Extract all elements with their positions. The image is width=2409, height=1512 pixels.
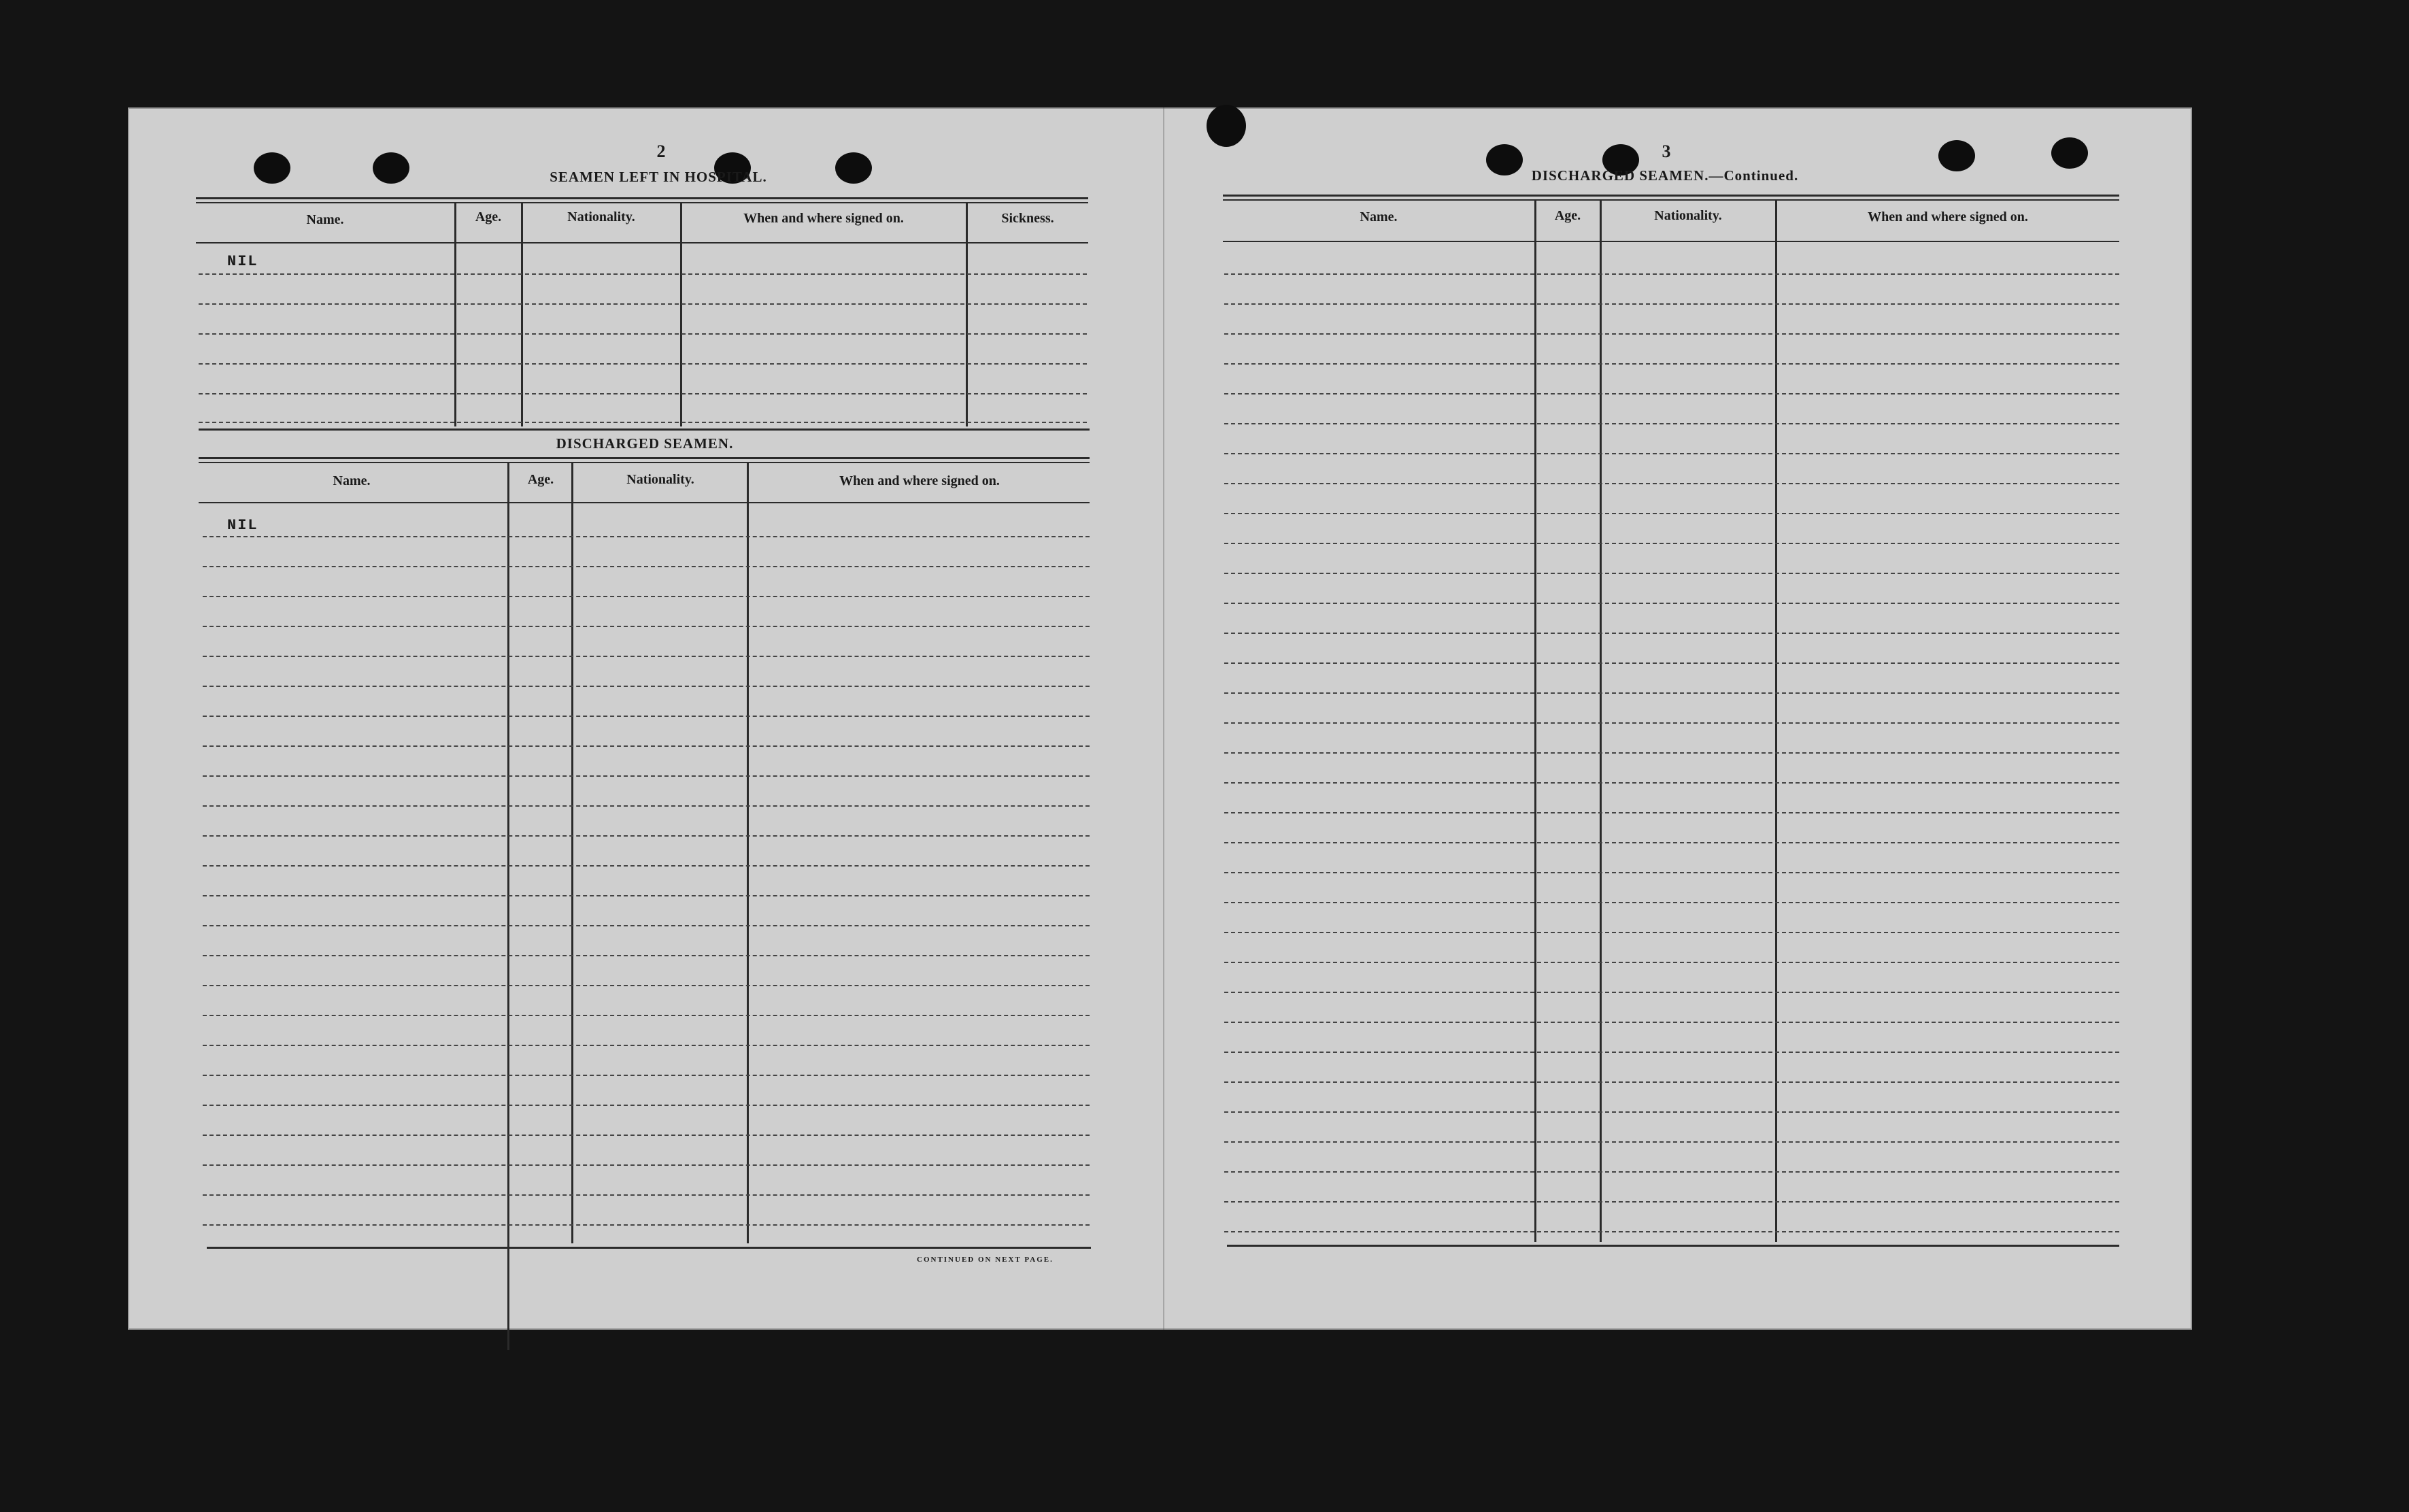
right-col-divider [1600, 200, 1602, 1242]
punch-hole [835, 152, 872, 184]
discharged-row-line [203, 536, 1090, 537]
right-col-signed-on: When and where signed on. [1868, 209, 2028, 224]
right-col-age: Age. [1554, 208, 1581, 223]
right-row-line [1224, 662, 2119, 664]
right-row-line [1224, 393, 2119, 394]
discharged-col-divider [571, 463, 573, 1243]
discharged-row-line [203, 1045, 1090, 1046]
right-row-line [1224, 303, 2119, 305]
right-section-title: DISCHARGED SEAMEN.—Continued. [1531, 167, 1799, 184]
discharged-row-line [203, 596, 1090, 597]
discharged-row-line [203, 1224, 1090, 1226]
right-row-line [1224, 1022, 2119, 1023]
right-row-line [1224, 423, 2119, 424]
hospital-top-rule-2 [196, 202, 1088, 203]
discharged-header-top-rule-2 [199, 462, 1090, 463]
right-row-line [1224, 812, 2119, 813]
discharged-row-line [203, 1105, 1090, 1106]
right-row-line [1224, 1171, 2119, 1173]
hospital-row-line [199, 303, 1087, 305]
hospital-col-sickness: Sickness. [1001, 211, 1054, 226]
hospital-col-signed-on: When and where signed on. [743, 211, 904, 226]
hospital-row-line [199, 393, 1087, 394]
continued-footer: CONTINUED ON NEXT PAGE. [917, 1256, 1054, 1264]
right-row-line [1224, 962, 2119, 963]
hospital-row-line [199, 363, 1087, 365]
right-row-line [1224, 513, 2119, 514]
hospital-col-age: Age. [475, 209, 502, 224]
ledger-sheet [128, 107, 2192, 1330]
discharged-header-top-rule [199, 457, 1090, 459]
right-row-line [1224, 453, 2119, 454]
punch-hole [2051, 137, 2088, 169]
right-row-line [1224, 543, 2119, 544]
hospital-row-line [199, 273, 1087, 275]
hospital-header-rule [196, 242, 1088, 243]
hospital-row-line [199, 422, 1087, 423]
hospital-col-name: Name. [306, 212, 344, 227]
discharged-row-line [203, 955, 1090, 956]
right-row-line [1224, 1052, 2119, 1053]
discharged-row-line [203, 805, 1090, 807]
right-row-line [1224, 752, 2119, 754]
right-row-line [1224, 842, 2119, 843]
discharged-row-line [203, 1075, 1090, 1076]
discharged-col-name: Name. [333, 473, 371, 488]
right-row-line [1224, 872, 2119, 873]
discharged-row-line [203, 835, 1090, 837]
discharged-col-nationality: Nationality. [626, 472, 694, 487]
discharged-row-line [203, 1164, 1090, 1166]
discharged-entry-nil: NIL [227, 517, 258, 534]
punch-hole [1207, 105, 1246, 147]
right-col-nationality: Nationality. [1654, 208, 1722, 223]
punch-hole [373, 152, 409, 184]
right-bottom-rule [1227, 1245, 2119, 1247]
punch-hole [1938, 140, 1975, 171]
right-row-line [1224, 333, 2119, 335]
right-row-line [1224, 1141, 2119, 1143]
discharged-col-divider [507, 463, 509, 1243]
discharged-row-line [203, 865, 1090, 867]
right-col-divider [1534, 200, 1536, 1242]
discharged-row-line [203, 985, 1090, 986]
right-row-line [1224, 363, 2119, 365]
discharged-top-rule [199, 429, 1090, 431]
discharged-row-line [203, 626, 1090, 627]
discharged-row-line [203, 775, 1090, 777]
right-row-line [1224, 573, 2119, 574]
page-number-left: 2 [656, 141, 666, 161]
hospital-col-nationality: Nationality. [567, 209, 635, 224]
hospital-top-rule [196, 197, 1088, 199]
right-row-line [1224, 603, 2119, 604]
page-fold [1163, 107, 1164, 1330]
right-row-line [1224, 992, 2119, 993]
discharged-col-divider [747, 463, 749, 1243]
discharged-col-signed-on: When and where signed on. [839, 473, 1000, 488]
right-row-line [1224, 692, 2119, 694]
hospital-entry-nil: NIL [227, 253, 258, 270]
discharged-row-line [203, 745, 1090, 747]
discharged-header-rule [199, 502, 1090, 503]
discharged-row-line [203, 1015, 1090, 1016]
right-row-line [1224, 483, 2119, 484]
right-header-rule [1223, 241, 2119, 242]
right-row-line [1224, 1081, 2119, 1083]
right-row-line [1224, 782, 2119, 784]
left-bottom-rule [207, 1247, 1091, 1249]
hospital-row-line [199, 333, 1087, 335]
discharged-col-age: Age. [527, 472, 554, 487]
right-top-rule [1223, 195, 2119, 197]
discharged-section-title: DISCHARGED SEAMEN. [556, 435, 734, 452]
right-row-line [1224, 722, 2119, 724]
punch-hole [254, 152, 290, 184]
right-row-line [1224, 273, 2119, 275]
right-row-line [1224, 902, 2119, 903]
discharged-row-line [203, 895, 1090, 896]
discharged-row-line [203, 686, 1090, 687]
right-col-divider [1775, 200, 1777, 1242]
discharged-row-line [203, 716, 1090, 717]
right-row-line [1224, 932, 2119, 933]
right-top-rule-2 [1223, 199, 2119, 201]
discharged-row-line [203, 1194, 1090, 1196]
right-col-name: Name. [1360, 209, 1398, 224]
discharged-row-line [203, 925, 1090, 926]
discharged-row-line [203, 656, 1090, 657]
right-row-line [1224, 1231, 2119, 1232]
right-row-line [1224, 1201, 2119, 1203]
hospital-section-title: SEAMEN LEFT IN HOSPITAL. [550, 169, 767, 185]
page-number-right: 3 [1662, 141, 1671, 161]
discharged-row-line [203, 1135, 1090, 1136]
discharged-row-line [203, 566, 1090, 567]
right-row-line [1224, 633, 2119, 634]
right-row-line [1224, 1111, 2119, 1113]
